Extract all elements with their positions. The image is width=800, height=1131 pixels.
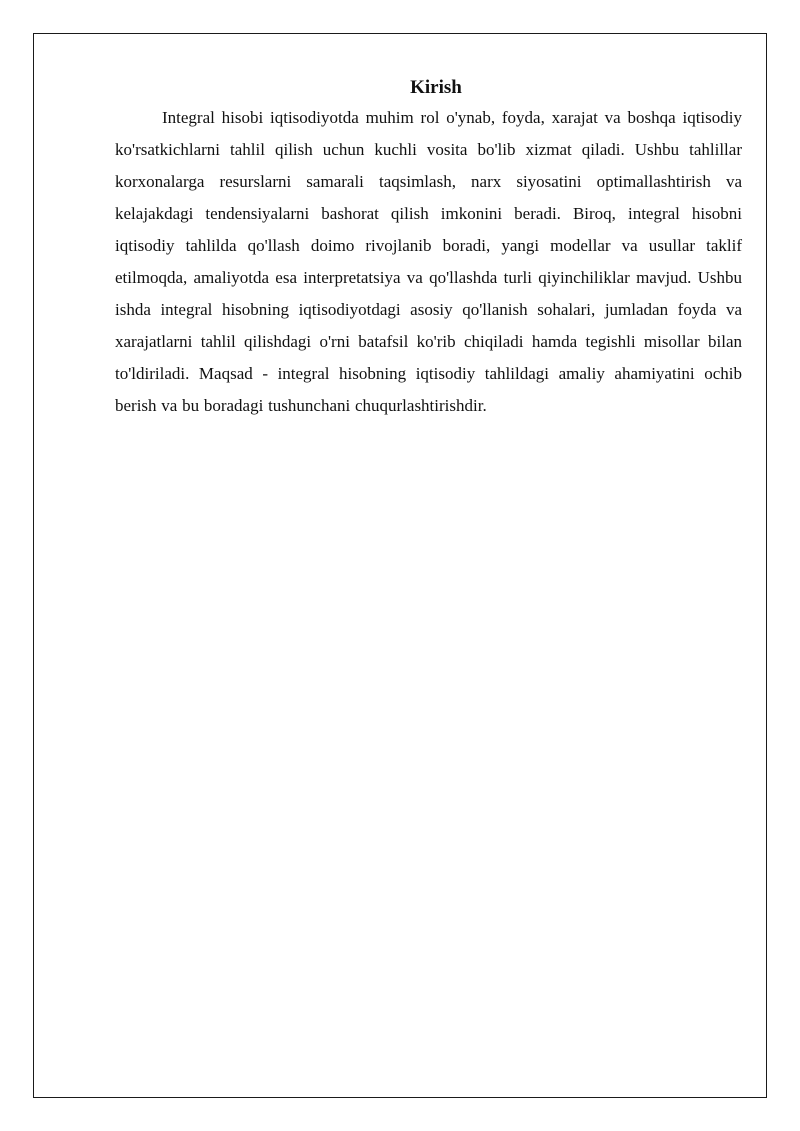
intro-paragraph: Integral hisobi iqtisodiyotda muhim rol o'ynab, foyda, xarajat va boshqa iqtisodiy ko'rsatkichlarni tahlil qilish uchun kuchli vosita bo'lib xizmat qiladi. Ushbu tahlillar korxonalarga resurslarni samarali taqsimlash, narx siyosatini optimallashtirish va kelajakdagi tendensiyalarni bashorat qilish imkonini beradi. Biroq, integral hisobni iqtisodiy tahlilda qo'llash doimo rivojlanib boradi, yangi modellar va usullar taklif etilmoqda, amaliyotda esa interpretatsiya va qo'llashda turli qiyinchiliklar mavjud. Ushbu ishda integral hisobning iqtisodiyotdagi asosiy qo'llanish sohalari, jumladan foyda va xarajatlarni tahlil qilishdagi o'rni batafsil ko'rib chiqiladi hamda tegishli misollar bilan to'ldiriladi. Maqsad - integral hisobning iqtisodiy tahlildagi amaliy ahamiyatini ochib berish va bu boradagi tushunchani chuqurlashtirishdir.	[115, 108, 742, 415]
document-body	[115, 75, 742, 422]
section-heading: Kirish	[410, 77, 462, 98]
